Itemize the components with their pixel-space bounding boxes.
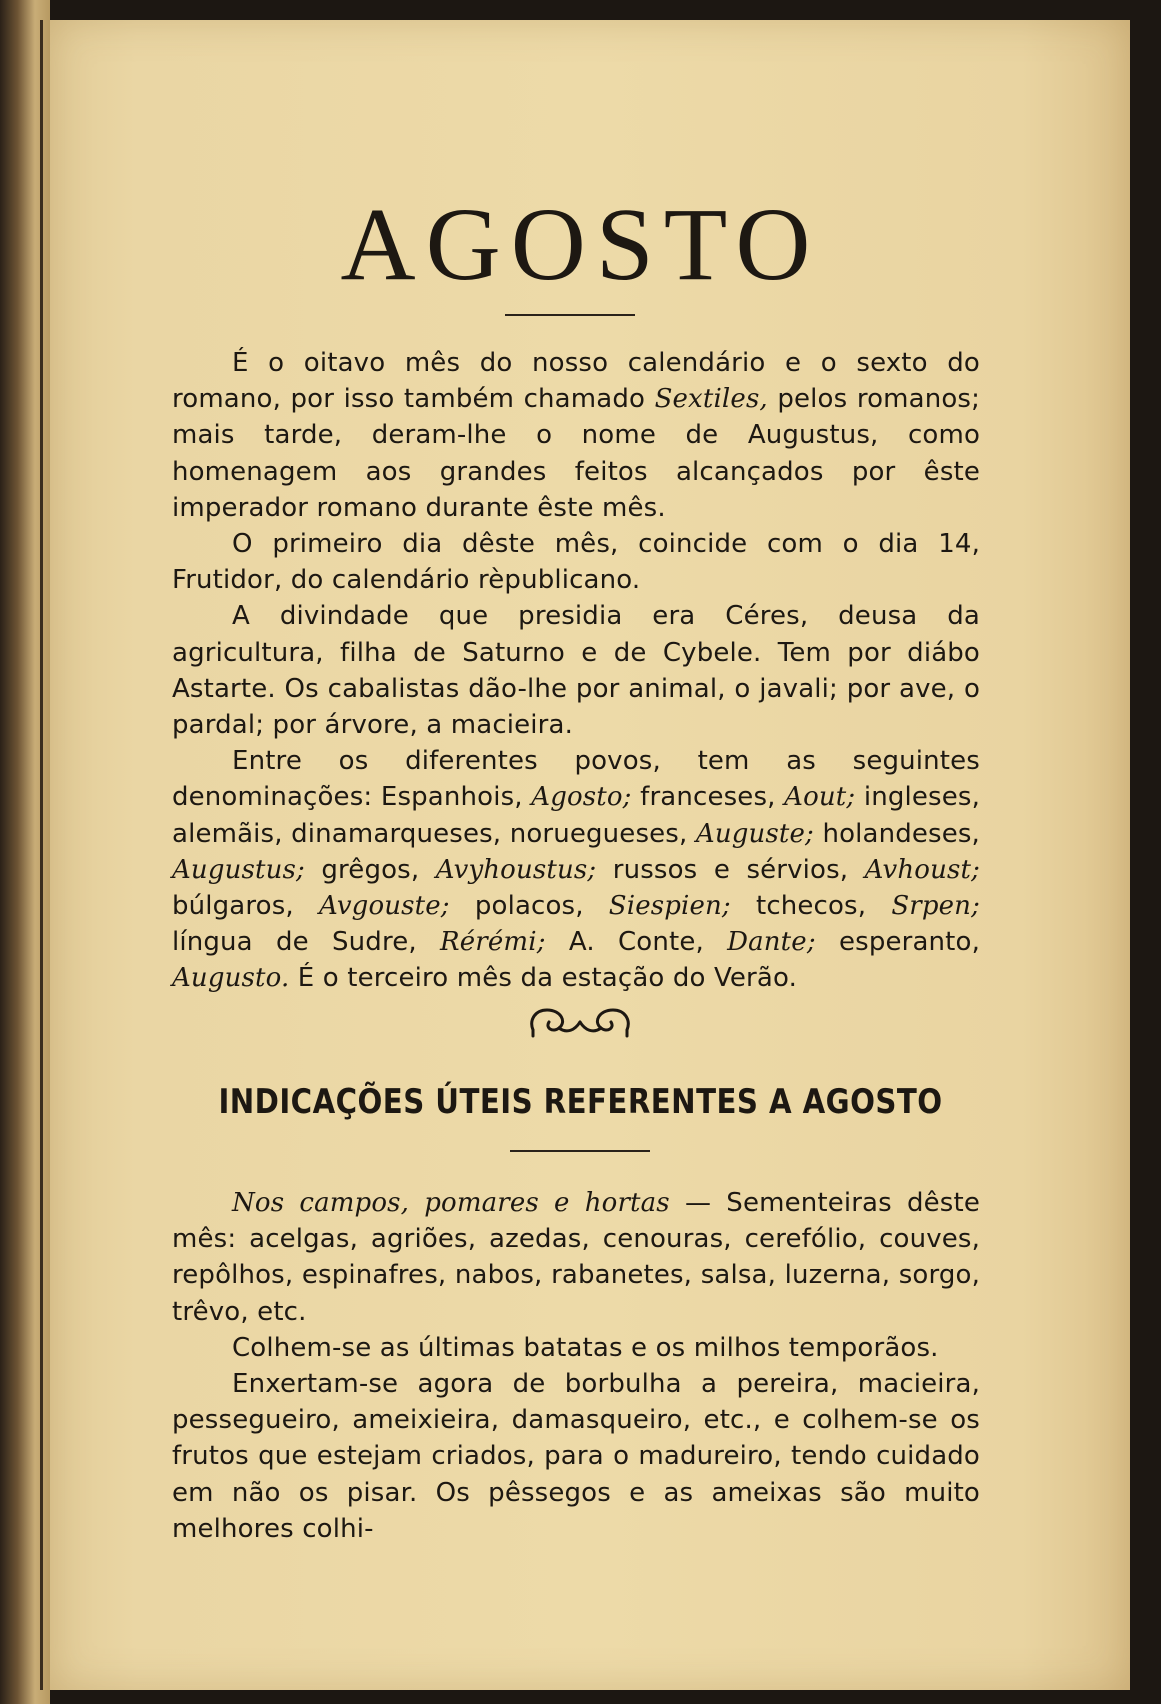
p4-italic-10: Rérémi; <box>440 927 546 958</box>
intro-text <box>172 345 980 997</box>
p4-text-9: tchecos, <box>730 891 892 922</box>
section-p1-text: — Sementeiras dêste mês: acelgas, agriões, azedas, cenouras, cerefólio, couves, repôlhos, espinafres, nabos, rabanetes, salsa, luzerna, sorgo, trêvo, etc. <box>172 1188 980 1327</box>
p4-italic-7: Avgouste; <box>318 891 450 922</box>
p4-italic-8: Siespien; <box>608 891 731 922</box>
page-title: AGOSTO <box>340 187 821 302</box>
title-underline <box>505 314 635 316</box>
intro-paragraph-1 <box>172 345 980 526</box>
intro-p1-italic: Sextiles, <box>654 384 768 415</box>
section-p1-italic: Nos campos, pomares e hortas <box>232 1188 670 1218</box>
scroll-ornament-icon <box>525 1000 635 1044</box>
intro-p1-rest: pelos romanos; mais tarde, deram-lhe o nome de Augustus, como homenagem aos grandes feitos alcançados por êste imperador romano durante êste mês. <box>172 384 980 523</box>
p4-italic-12: Augusto. <box>172 963 290 994</box>
section-heading: INDICAÇÕES ÚTEIS REFERENTES A AGOSTO <box>218 1082 943 1122</box>
p4-text-7: búlgaros, <box>172 891 319 922</box>
p4-italic-1: Agosto; <box>531 782 632 813</box>
section-paragraph-2: Colhem-se as últimas batatas e os milhos temporãos. <box>232 1332 939 1363</box>
p4-text-5: grêgos, <box>304 854 436 885</box>
p4-text-11: A. Conte, <box>545 927 728 958</box>
intro-p1-text: É o oitavo mês do nosso calendário e o sexto do romano, por isso também chamado <box>172 348 980 415</box>
p4-italic-4: Augustus; <box>172 854 305 885</box>
p4-italic-2: Aout; <box>784 782 856 813</box>
p4-italic-5: Avyhoustus; <box>435 854 597 885</box>
intro-paragraph-4 <box>172 743 980 996</box>
section-text <box>172 1185 980 1547</box>
p4-text-2: franceses, <box>631 782 785 813</box>
p4-italic-9: Srpen; <box>891 891 980 922</box>
intro-paragraph-3: A divindade que presidia era Céres, deusa da agricultura, filha de Saturno e de Cybele. Tem por diábo Astarte. Os cabalistas dão-lhe por animal, o javali; por ave, o pardal; por árvore, a macieira. <box>172 601 980 741</box>
section-paragraph-3: Enxertam-se agora de borbulha a pereira, macieira, pessegueiro, ameixieira, damasqueiro, etc., e colhem-se os frutos que estejam criados, para o madureiro, tendo cuidado em não os pisar. Os pêssegos e as ameixas são muito melhores colhi- <box>172 1369 980 1544</box>
p4-text-10: língua de Sudre, <box>172 927 441 958</box>
p4-italic-11: Dante; <box>727 927 816 958</box>
section-paragraph-1 <box>172 1185 980 1330</box>
p4-text-12: esperanto, <box>815 927 980 958</box>
p4-text-1: Entre os diferentes povos, tem as seguintes denominações: Espanhois, <box>172 746 980 813</box>
p4-text-6: russos e sérvios, <box>596 854 865 885</box>
intro-paragraph-2: O primeiro dia dêste mês, coincide com o dia 14, Frutidor, do calendário rèpublicano. <box>172 529 980 596</box>
heading-underline <box>510 1150 650 1152</box>
p4-text-13: É o terceiro mês da estação do Verão. <box>289 963 797 994</box>
p4-text-8: polacos, <box>449 891 609 922</box>
p4-text-4: holandeses, <box>813 818 980 849</box>
p4-italic-3: Auguste; <box>695 818 814 849</box>
p4-italic-6: Avhoust; <box>864 854 980 885</box>
p4-text-3: ingleses, alemãis, dinamarqueses, noruegueses, <box>172 782 980 849</box>
